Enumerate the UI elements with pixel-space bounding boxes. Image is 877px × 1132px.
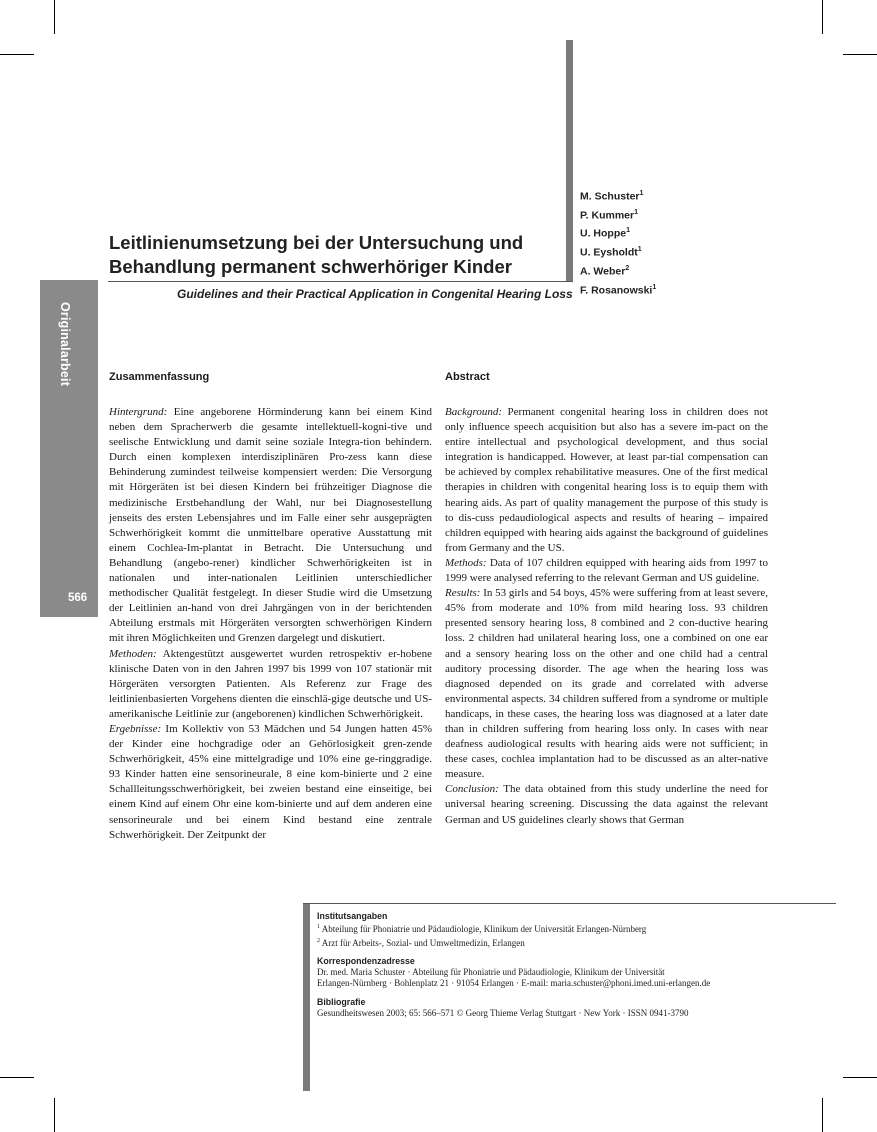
crop-mark — [822, 0, 823, 34]
author: A. Weber$^2$ — [580, 264, 630, 278]
header-vertical-bar — [566, 40, 573, 282]
author: P. Kummer$^1$ — [580, 208, 638, 222]
author: M. Schuster$^1$ — [580, 190, 644, 203]
page-number: 566 — [68, 592, 88, 604]
title-rule — [108, 281, 573, 282]
abstract-paragraph: Conclusion: The data obtained from this study underline the need for universal hearing screening. Discussing the data against the relevant German and US guidelines clearly shows that German — [445, 783, 768, 826]
correspondence-line: Dr. med. Maria Schuster · Abteilung für Phoniatrie und Pädaudiologie, Klinikum der Universität — [317, 967, 665, 978]
author-list — [580, 186, 656, 298]
correspondence-line: Erlangen-Nürnberg · Bohlenplatz 21 · 91054 Erlangen · E-mail: maria.schuster@phoni.imed.uni-erlangen.de — [317, 978, 711, 989]
crop-mark — [0, 1077, 34, 1078]
bibliography-heading: Bibliografie — [317, 996, 366, 1007]
abstract-paragraph: Background: Permanent congenital hearing loss in children does not only influence speech acquisition but also has a severe im-pact on the entire intellectual and psychological development, and thus social integration is handicapped. However, at least par-tial compensation can be achieved by complex rehabilitative measures. One of the first medical therapies in children with congenital hearing loss is to equip them with hearing aids. As part of quality management the purpose of this study is to dis-cuss pedaudiological aspects and results of hearing – impaired children equipped with hearing aids against the background of guidelines from Germany and the US. — [445, 406, 768, 554]
summary-paragraph: Ergebnisse: Im Kollektiv von 53 Mädchen und 54 Jungen hatten 45% der Kinder eine hochgradige oder an Gehörlosigkeit gren-zende Schwerhörigkeit, 45% eine mittelgradige und 10% eine ge-ringgradige. 93 Kinder hatten eine sensorineurale, 8 eine kom-binierte und 2 eine Schallleitungsschwerhörigkeit, bei zweien bestand eine einseitige, bei einem Kind auf einem Ohr eine kom-binierte und auf dem anderen eine sensorineurale und bei einem Kind bestand eine zentrale Schwerhörigkeit. Der Zeitpunkt der — [109, 722, 432, 841]
correspondence-heading: Korrespondenzadresse — [317, 955, 415, 966]
crop-mark — [0, 54, 34, 55]
institutions-block — [317, 911, 827, 949]
article-type-label: Originalarbeit — [58, 302, 72, 387]
institution-line: $^2$ Arzt für Arbeits-, Sozial- und Umweltmedizin, Erlangen — [317, 937, 525, 948]
info-rule — [303, 903, 836, 904]
section-side-tab — [40, 280, 98, 617]
german-summary — [109, 370, 432, 843]
title-line-1: Leitlinienumsetzung bei der Untersuchung und — [109, 232, 524, 253]
crop-mark — [54, 1098, 55, 1132]
crop-mark — [843, 54, 877, 55]
correspondence-block — [317, 956, 827, 990]
title-line-2: Behandlung permanent schwerhöriger Kinder — [109, 256, 512, 277]
crop-mark — [822, 1098, 823, 1132]
english-abstract — [445, 370, 768, 828]
article-info-box — [317, 911, 827, 1026]
abstract-paragraph: Methods: Data of 107 children equipped with hearing aids from 1997 to 1999 were analysed referring to the relevant German and US guideline. — [445, 556, 768, 585]
institution-line: $^1$ Abteilung für Phoniatrie und Pädaudiologie, Klinikum der Universität Erlangen-Nürnberg — [317, 924, 647, 935]
institutions-heading: Institutsangaben — [317, 911, 388, 921]
crop-mark — [54, 0, 55, 34]
summary-paragraph: Hintergrund: Eine angeborene Hörminderung kann bei einem Kind neben dem Spracherwerb die gesamte intellektuell-kogni-tive und seelische Entwicklung und damit seine soziale Integra-tion behindern. Durch einen komplexen interdisziplinären Pro-zess kann diese Behinderung zumindest teilweise kompensiert werden: Die Versorgung mit Hörgeräten ist bei diesen Kindern bei frühzeitiger Diagnose die medizinische Erstbehandlung der Wahl, nur bei Diagnosestellung jenseits des ersten Lebensjahres und im Falle einer sehr ausgeprägten Schwerhörigkeit kommt die unmittelbare operative Ausstattung mit einem Cochlea-Im-plantat in Betracht. Die Untersuchung und Behandlung (angebo-rener) kindlicher Schwerhörigkeiten ist in nationalen und inter-nationalen Leitlinien unterschiedlicher methodischer Qualität festgelegt. In dieser Studie wird die Umsetzung der Leitlinien an-hand von drei Jahrgängen von in der berichtenden Abteilung erstmals mit Hörgeräten versorgten schwerhörigen Kindern mit ihren Möglichkeiten und Grenzen dargelegt und diskutiert. — [109, 406, 432, 645]
article-title — [109, 231, 559, 279]
info-vertical-bar — [303, 903, 310, 1091]
author: F. Rosanowski$^1$ — [580, 283, 657, 297]
author: U. Eysholdt$^1$ — [580, 246, 642, 259]
bibliography-line: Gesundheitswesen 2003; 65: 566–571 © Georg Thieme Verlag Stuttgart · New York · ISSN 0941-3790 — [317, 1008, 689, 1019]
summary-paragraph: Methoden: Aktengestützt ausgewertet wurden retrospektiv er-hobene klinische Daten von in den Jahren 1997 bis 1999 von 107 stationär mit Hörgeräten versorgten Patienten. Als Referenz zur Frage des leitlinienbasierten Vorgehens dienten die einschlä-gige deutsche und US-amerikanische Leitlinie zur (angeborenen) kindlichen Schwerhörigkeit. — [109, 647, 432, 720]
bibliography-block — [317, 997, 827, 1020]
crop-mark — [843, 1077, 877, 1078]
article-subtitle: Guidelines and their Practical Application in Congenital Hearing Loss — [177, 287, 573, 301]
abstract-heading: Abstract — [445, 371, 490, 383]
summary-heading: Zusammenfassung — [109, 371, 210, 383]
abstract-paragraph: Results: In 53 girls and 54 boys, 45% were suffering from at least severe, 45% from moderate and 10% from mild hearing loss. 93 children presented sensory hearing loss, 8 combined and 2 con-ductive hearing loss. 2 children had unilateral hearing loss, one a combined on one ear and a sensory hearing loss on the other and one child had a central auditory processing disorder. The age when the hearing loss was diagnosed depended on its grade and correlated with adverse environmental aspects. 34 children suffered from a syndrome or multiple handicaps, in these cases, the hearing loss was diagnosed at a later date than in children suffering from hearing loss only. In cases with near deafness audiological results with hearing aids were not sufficient; in these cases, cochlea implantation had to be discussed as an alter-native measure. — [445, 587, 768, 781]
author: U. Hoppe$^1$ — [580, 227, 630, 240]
